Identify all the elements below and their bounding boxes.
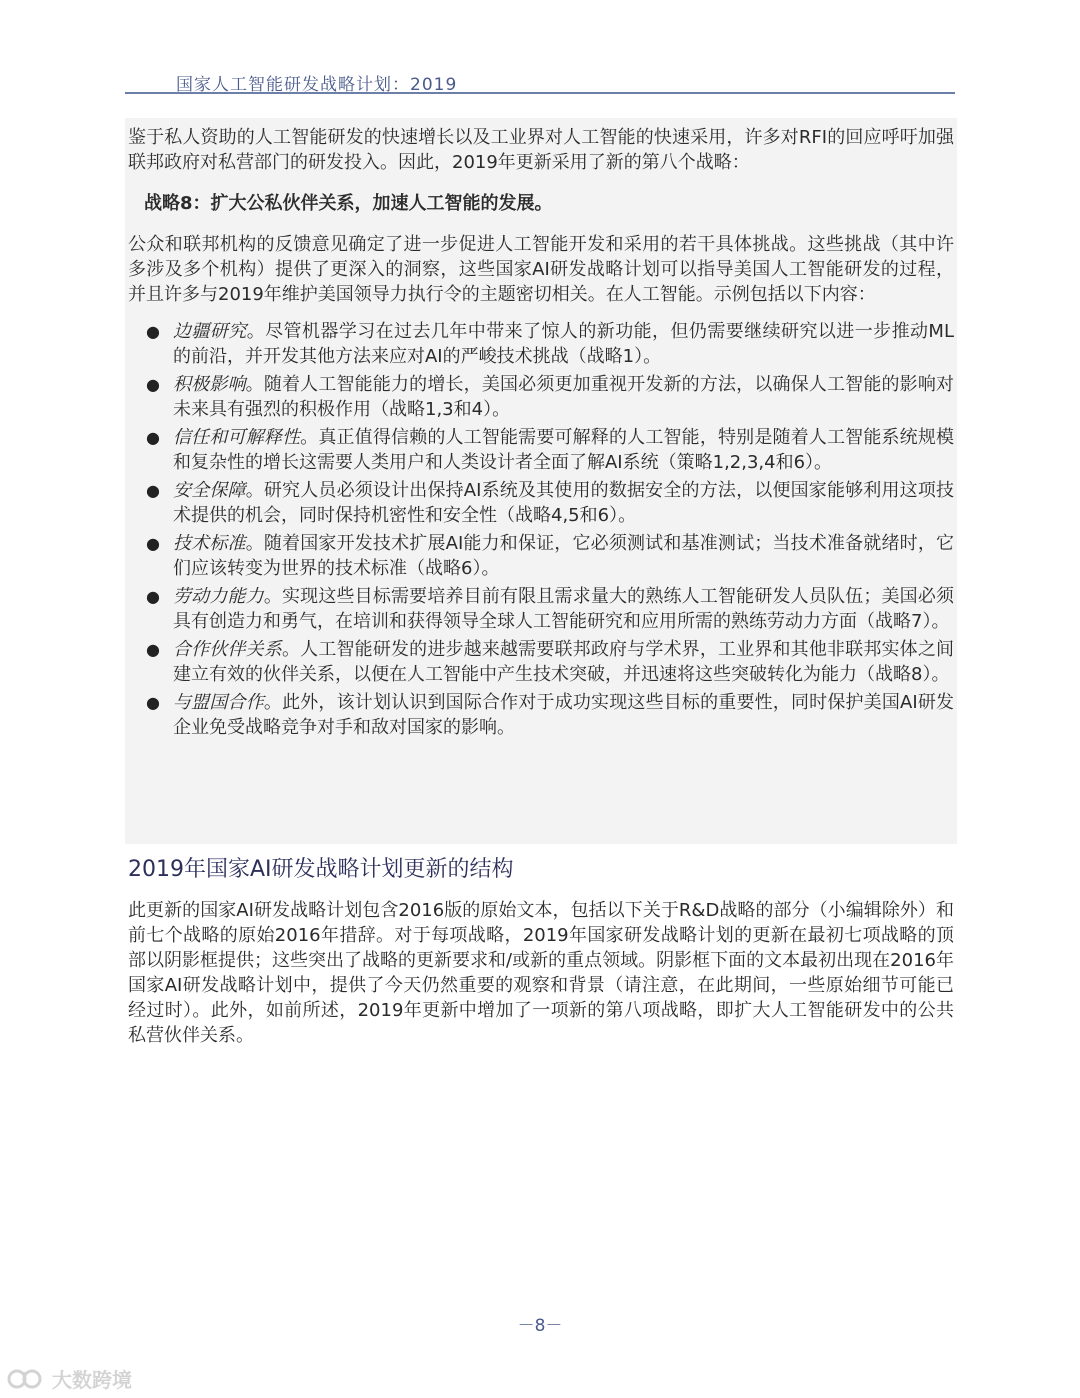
intro-paragraph: 鉴于私人资助的人工智能研发的快速增长以及工业界对人工智能的快速采用，许多对RFI的回应呼吁加强联邦政府对私营部门的研发投入。因此，2019年更新采用了新的第八个战略： (128, 127, 954, 173)
item-text: 。尽管机器学习在过去几年中带来了惊人的新功能，但仍需要继续研究以进一步推动ML的前沿，并开发其他方法来应对AI的严峻技术挑战（战略1）。 (173, 321, 954, 367)
item-text: 。随着国家开发技术扩展AI能力和保证，它必须测试和基准测试；当技术准备就绪时，它们应该转变为世界的技术标准（战略6）。 (173, 533, 954, 579)
section-body (128, 898, 954, 1048)
shaded-box-content (128, 125, 954, 743)
item-lead: 积极影响 (173, 374, 246, 395)
watermark (6, 1364, 132, 1393)
challenges-list (128, 319, 954, 740)
item-lead: 劳动力能力 (173, 586, 264, 607)
list-item (128, 425, 954, 475)
item-text: 。随着人工智能能力的增长，美国必须更加重视开发新的方法，以确保人工智能的影响对未来具有强烈的积极作用（战略1,3和4）。 (173, 374, 955, 420)
header-rule (125, 92, 955, 94)
list-item (128, 372, 954, 422)
watermark-text: 大数跨境 (52, 1368, 132, 1392)
bullet-icon: ● (146, 693, 160, 712)
running-header: 国家人工智能研发战略计划：2019 (176, 75, 458, 95)
section-heading: 2019年国家AI研发战略计划更新的结构 (128, 857, 514, 882)
list-item (128, 531, 954, 581)
item-lead: 合作伙伴关系 (173, 639, 282, 660)
list-item (128, 690, 954, 740)
bullet-icon: ● (146, 587, 160, 606)
item-text: 。研究人员必须设计出保持AI系统及其使用的数据安全的方法，以便国家能够利用这项技术提供的机会，同时保持机密性和安全性（战略4,5和6）。 (173, 480, 954, 526)
item-text: 。实现这些目标需要培养目前有限且需求量大的熟练人工智能研发人员队伍；美国必须具有创造力和勇气，在培训和获得领导全球人工智能研究和应用所需的熟练劳动力方面（战略7）。 (173, 586, 955, 632)
logo-icon (6, 1366, 46, 1392)
item-lead: 技术标准 (173, 533, 246, 554)
bullet-icon: ● (146, 375, 160, 394)
item-text: 。人工智能研发的进步越来越需要联邦政府与学术界，工业界和其他非联邦实体之间建立有效的伙伴关系，以便在人工智能中产生技术突破，并迅速将这些突破转化为能力（战略8）。 (173, 639, 954, 685)
item-lead: 信任和可解释性 (173, 427, 301, 448)
list-item (128, 478, 954, 528)
bullet-icon: ● (146, 640, 160, 659)
item-lead: 边疆研究 (173, 321, 247, 342)
bullet-icon: ● (146, 428, 160, 447)
item-lead: 与盟国合作 (173, 692, 264, 713)
list-item (128, 637, 954, 687)
challenges-intro-paragraph: 公众和联邦机构的反馈意见确定了进一步促进人工智能开发和采用的若干具体挑战。这些挑战（其中许多涉及多个机构）提供了更深入的洞察，这些国家AI研发战略计划可以指导美国人工智能研发的过程，并且许多与2019年维护美国领导力执行令的主题密切相关。在人工智能。示例包括以下内容： (128, 234, 954, 305)
list-item (128, 584, 954, 634)
page-number: －8－ (517, 1316, 563, 1336)
section-paragraph: 此更新的国家AI研发战略计划包含2016版的原始文本，包括以下关于R&D战略的部分（小编辑除外）和前七个战略的原始2016年措辞。对于每项战略，2019年国家研发战略计划的更新在最初七项战略的顶部以阴影框提供；这些突出了战略的更新要求和/或新的重点领域。阴影框下面的文本最初出现在2016年国家AI研发战略计划中，提供了今天仍然重要的观察和背景（请注意，在此期间，一些原始细节可能已经过时）。此外，如前所述，2019年更新中增加了一项新的第八项战略，即扩大人工智能研发中的公共私营伙伴关系。 (128, 900, 954, 1046)
item-text: 。此外，该计划认识到国际合作对于成功实现这些目标的重要性，同时保护美国AI研发企业免受战略竞争对手和敌对国家的影响。 (173, 692, 955, 738)
strategy-8-callout: 战略8：扩大公私伙伴关系，加速人工智能的发展。 (144, 193, 553, 214)
list-item (128, 319, 954, 369)
bullet-icon: ● (146, 534, 160, 553)
bullet-icon: ● (146, 481, 160, 500)
item-lead: 安全保障 (173, 480, 246, 501)
item-text: 。真正值得信赖的人工智能需要可解释的人工智能，特别是随着人工智能系统规模和复杂性的增长这需要人类用户和人类设计者全面了解AI系统（策略1,2,3,4和6）。 (173, 427, 955, 473)
bullet-icon: ● (146, 322, 160, 341)
